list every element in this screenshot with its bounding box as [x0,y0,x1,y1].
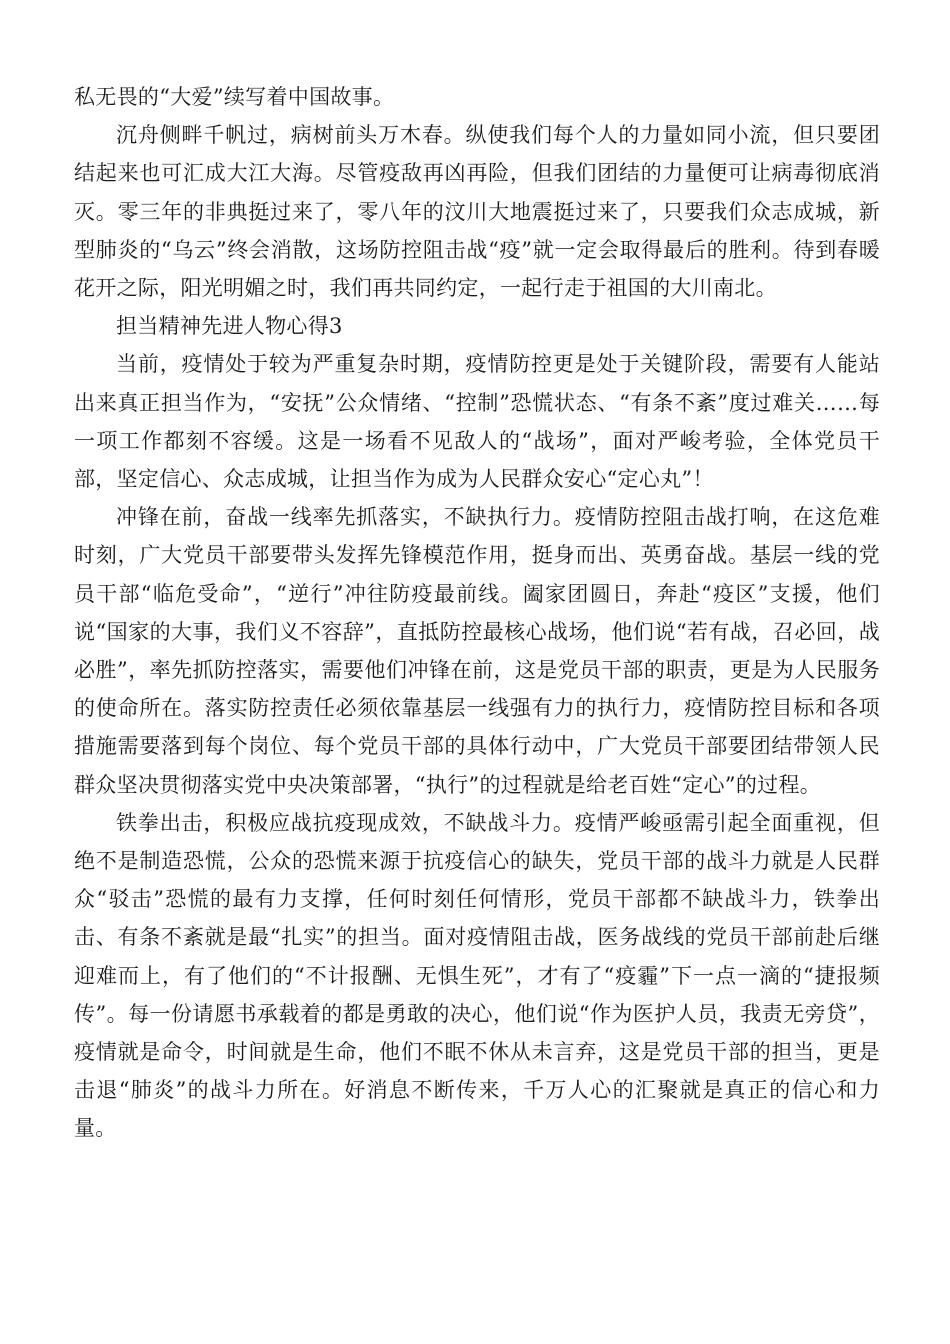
paragraph-continuation: 私无畏的“大爱”续写着中国故事。 [74,85,395,109]
paragraph-current-situation: 当前，疫情处于较为严重复杂时期，疫情防控更是处于关键阶段，需要有人能站出来真正担当作为，“安抚”公众情绪、“控制”恐慌状态、“有条不紊”度过难关……每一项工作都刻不容缓。这是一场看不见敌人的“战场”，面对严峻考验，全体党员干部，坚定信心、众志成城，让担当作为成为人民群众安心“定心丸”！ [74,352,880,492]
document-page [74,78,880,1148]
paragraph-charge-forward: 冲锋在前，奋战一线率先抓落实，不缺执行力。疫情防控阻击战打响，在这危难时刻，广大党员干部要带头发挥先锋模范作用，挺身而出、英勇奋战。基层一线的党员干部“临危受命”，“逆行”冲往防疫最前线。阖家团圆日，奔赴“疫区”支援，他们说“国家的大事，我们义不容辞”，直抵防控最核心战场，他们说“若有战，召必回，战必胜”，率先抓防控落实，需要他们冲锋在前，这是党员干部的职责，更是为人民服务的使命所在。落实防控责任必须依靠基层一线强有力的执行力，疫情防控目标和各项措施需要落到每个岗位、每个党员干部的具体行动中，广大党员干部要团结带领人民群众坚决贯彻落实党中央决策部署，“执行”的过程就是给老百姓“定心”的过程。 [74,505,880,797]
paragraph-iron-fist: 铁拳出击，积极应战抗疫现成效，不缺战斗力。疫情严峻亟需引起全面重视，但绝不是制造恐慌，公众的恐慌来源于抗疫信心的缺失，党员干部的战斗力就是人民群众“驳击”恐慌的最有力支撑，任何时刻任何情形，党员干部都不缺战斗力，铁拳出击、有条不紊就是最“扎实”的担当。面对疫情阻击战，医务战线的党员干部前赴后继迎难而上，有了他们的“不计报酬、无惧生死”，才有了“疫霾”下一点一滴的“捷报频传”。每一份请愿书承载着的都是勇敢的决心，他们说“作为医护人员，我责无旁贷”，疫情就是命令，时间就是生命，他们不眠不休从未言弃，这是党员干部的担当，更是击退“肺炎”的战斗力所在。好消息不断传来，千万人心的汇聚就是真正的信心和力量。 [74,810,880,1141]
section-heading: 担当精神先进人物心得3 [116,314,343,339]
paragraph-sinking-boat: 沉舟侧畔千帆过，病树前头万木春。纵使我们每个人的力量如同小流，但只要团结起来也可汇成大江大海。尽管疫敌再凶再险，但我们团结的力量便可让病毒彻底消灭。零三年的非典挺过来了，零八年的汶川大地震挺过来了，只要我们众志成城，新型肺炎的“乌云”终会消散，这场防控阻击战“疫”就一定会取得最后的胜利。待到春暖花开之际，阳光明媚之时，我们再共同约定，一起行走于祖国的大川南北。 [74,123,880,301]
